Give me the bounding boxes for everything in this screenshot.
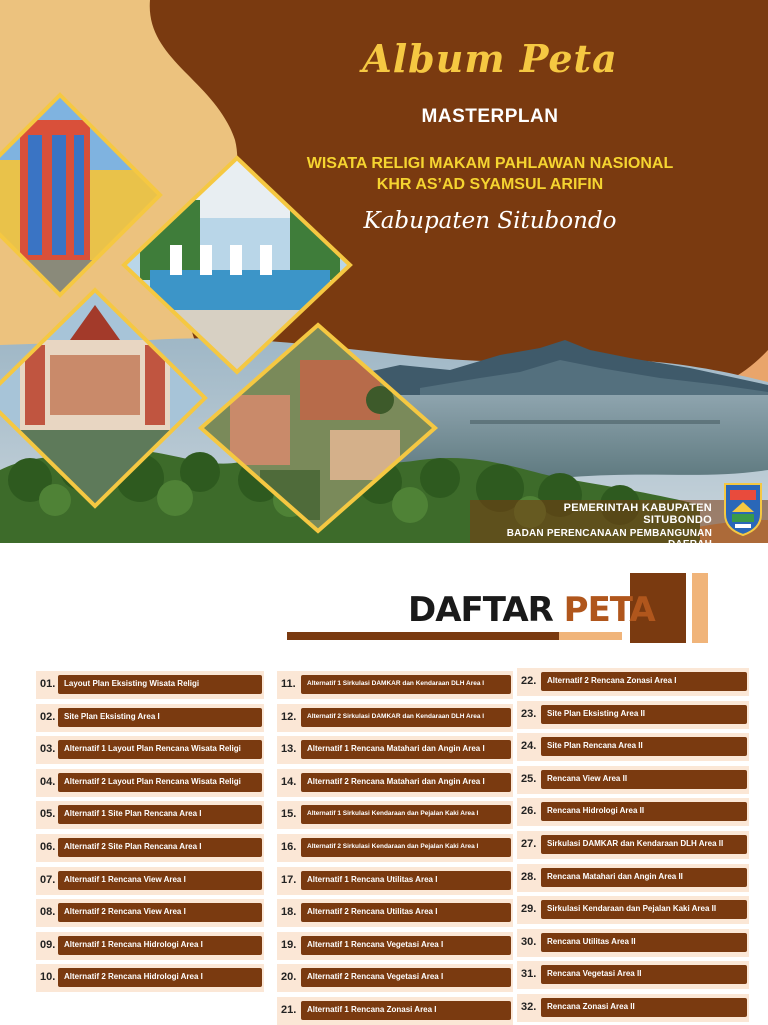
toc-item-label: Rencana Vegetasi Area II (547, 969, 642, 979)
toc-item-label: Alternatif 1 Sirkulasi DAMKAR dan Kendaraan DLH Area I (307, 680, 485, 687)
toc-item-label: Alternatif 2 Rencana Utilitas Area I (307, 907, 438, 917)
toc-item-label: Alternatif 2 Sirkulasi Kendaraan dan Pejalan Kaki Area I (307, 843, 479, 850)
toc-item-number: 02. (40, 710, 56, 723)
toc-item-number: 08. (40, 906, 56, 919)
underline-brown (287, 632, 559, 640)
toc-item-number: 01. (40, 678, 56, 690)
toc-item-label: Sirkulasi DAMKAR dan Kendaraan DLH Area II (547, 839, 724, 848)
toc-item-number: 27. (521, 838, 537, 850)
toc-item-label: Alternatif 1 Rencana Utilitas Area I (307, 874, 438, 884)
toc-item-number: 21. (281, 1004, 297, 1016)
toc-item-number: 25. (521, 772, 537, 785)
toc-item-label: Alternatif 2 Rencana View Area I (64, 907, 186, 917)
toc-item-number: 20. (281, 971, 297, 984)
toc-item-number: 11. (281, 678, 296, 690)
toc-item-label: Alternatif 1 Site Plan Rencana Area I (64, 809, 202, 819)
toc-item-number: 04. (40, 775, 56, 788)
toc-item-label: Rencana Utilitas Area II (547, 936, 636, 946)
decor-block-peach (692, 573, 708, 643)
toc-item-label: Alternatif 1 Layout Plan Rencana Wisata Religi (64, 744, 241, 754)
project-subtitle (290, 153, 690, 195)
toc-item-number: 26. (521, 805, 537, 818)
toc-item-label: Alternatif 2 Rencana Matahari dan Angin Area I (307, 776, 485, 786)
gov-line-2: BADAN PERENCANAAN PEMBANGUNAN DAERAH (506, 528, 712, 550)
regency-emblem-icon (722, 480, 764, 536)
toc-item-number: 30. (521, 935, 537, 948)
toc-item-number: 16. (281, 841, 297, 853)
toc-item-number: 19. (281, 938, 297, 951)
toc-item-label: Alternatif 1 Rencana Matahari dan Angin Area I (307, 744, 485, 754)
toc-title (408, 590, 655, 630)
toc-item-number: 12. (281, 710, 297, 723)
toc-item-label: Alternatif 1 Rencana Vegetasi Area I (307, 939, 444, 949)
toc-item-number: 07. (40, 873, 56, 886)
toc-item-label: Rencana Hidrologi Area II (547, 806, 645, 816)
toc-item-number: 31. (521, 968, 537, 981)
toc-title-part1: DAFTAR (408, 590, 553, 630)
toc-item-label: Alternatif 2 Rencana Hidrologi Area I (64, 972, 203, 982)
toc-item-number: 24. (521, 740, 537, 753)
toc-item-label: Alternatif 1 Sirkulasi Kendaraan dan Pejalan Kaki Area I (307, 810, 479, 818)
toc-item-label: Alternatif 2 Sirkulasi DAMKAR dan Kendaraan DLH Area I (307, 712, 485, 720)
album-title: Album Peta (362, 36, 618, 81)
toc-item-number: 22. (521, 675, 537, 687)
toc-item-number: 18. (281, 906, 297, 919)
toc-item-number: 28. (521, 870, 537, 883)
toc-item-number: 17. (281, 873, 297, 886)
toc-item-label: Rencana View Area II (547, 773, 628, 783)
toc-item-number: 13. (281, 743, 297, 756)
underline-peach (559, 632, 622, 640)
toc-item-label: Alternatif 1 Rencana Zonasi Area I (307, 1005, 437, 1014)
toc-item-label: Site Plan Rencana Area II (547, 741, 643, 751)
toc-item-number: 29. (521, 903, 537, 916)
toc-title-part2: PETA (563, 590, 655, 630)
government-credit (492, 502, 712, 550)
toc-item-number: 14. (281, 775, 297, 788)
toc-item-label: Alternatif 2 Rencana Vegetasi Area I (307, 972, 444, 982)
toc-item-label: Alternatif 2 Layout Plan Rencana Wisata Religi (64, 776, 241, 786)
subtitle-line-2: KHR AS’AD SYAMSUL ARIFIN (376, 176, 604, 193)
toc-item-label: Alternatif 2 Rencana Zonasi Area I (547, 676, 677, 685)
toc-item-label: Rencana Zonasi Area II (547, 1002, 635, 1011)
toc-item-number: 06. (40, 841, 56, 853)
subtitle-line-1: WISATA RELIGI MAKAM PAHLAWAN NASIONAL (306, 155, 674, 172)
toc-item-label: Sirkulasi Kendaraan dan Pejalan Kaki Area II (547, 904, 717, 914)
toc-item-number: 10. (40, 971, 56, 984)
toc-item-label: Alternatif 1 Rencana Hidrologi Area I (64, 939, 203, 949)
toc-item-number: 05. (40, 808, 56, 821)
toc-item-label: Rencana Matahari dan Angin Area II (547, 871, 683, 881)
toc-item-label: Alternatif 2 Site Plan Rencana Area I (64, 842, 202, 851)
toc-item-number: 03. (40, 743, 56, 756)
toc-item-label: Alternatif 1 Rencana View Area I (64, 874, 186, 884)
toc-item-label: Site Plan Eksisting Area II (547, 708, 645, 718)
toc-item-number: 23. (521, 707, 537, 720)
toc-item-label: Layout Plan Eksisting Wisata Religi (64, 679, 200, 688)
masterplan-heading: MASTERPLAN (421, 106, 559, 127)
toc-item-label: Site Plan Eksisting Area I (64, 711, 160, 721)
gov-line-1: PEMERINTAH KABUPATEN SITUBONDO (563, 502, 712, 526)
toc-item-number: 32. (521, 1001, 537, 1013)
toc-item-number: 15. (281, 808, 297, 821)
regency-name: Kabupaten Situbondo (363, 208, 617, 234)
toc-item-number: 09. (40, 938, 56, 951)
